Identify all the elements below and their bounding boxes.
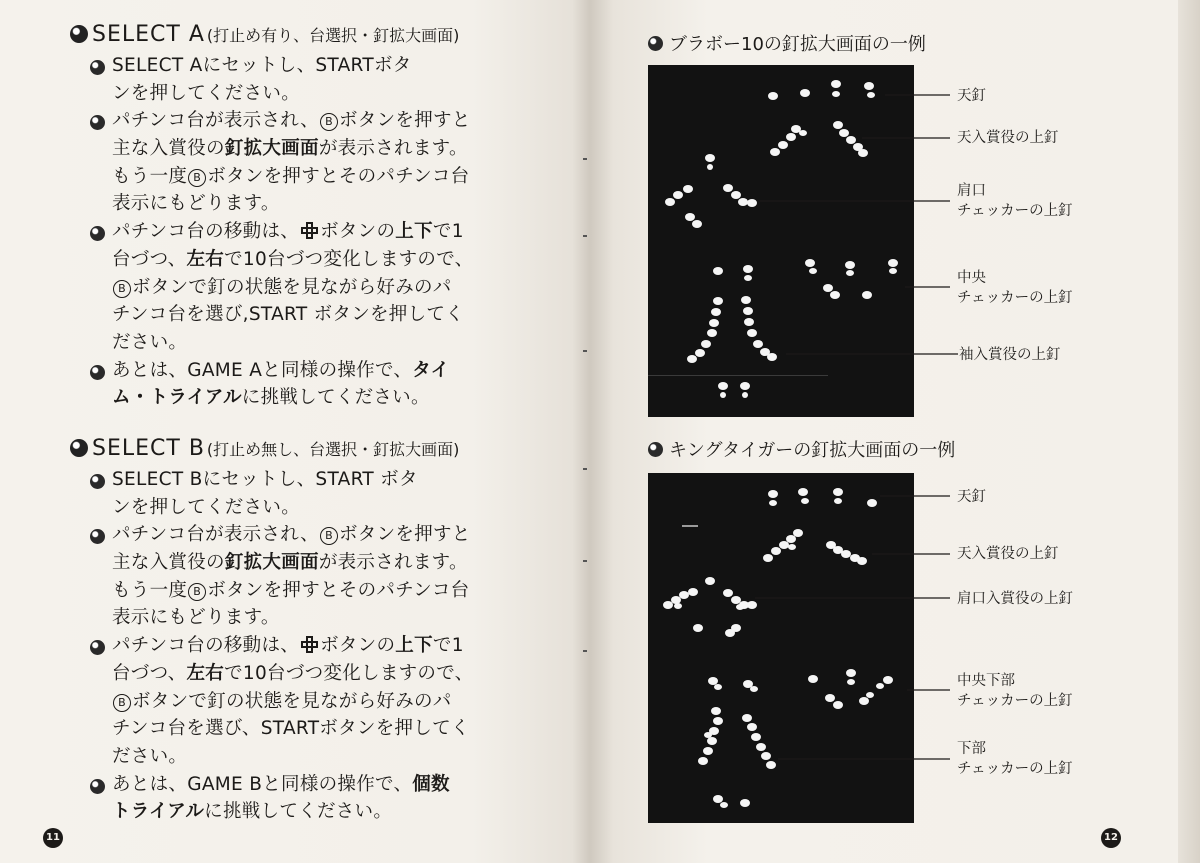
text-line: 台づつ、左右で10台づつ変化しますので、 (112, 248, 474, 270)
text-line: 台づつ、左右で10台づつ変化しますので、 (112, 662, 474, 684)
text-line: SELECT Bにセットし、START ボタ (112, 469, 418, 490)
b-button-icon: B (188, 583, 206, 601)
peg-layout-bravo10 (648, 65, 914, 417)
section-a-title: SELECT A (92, 22, 205, 47)
text-line: パチンコ台が表示され、 B ボタンを押すと (112, 110, 471, 132)
page-number-left: 11 (43, 828, 63, 848)
text-line: 主な入賞役の釘拡大画面が表示されます。 (112, 552, 468, 574)
bullet-icon (648, 36, 663, 51)
text-line: ださい。 (112, 331, 188, 353)
label-chuo-1: 中央 チェッカーの上釘 (957, 270, 1073, 306)
text-line: ださい。 (112, 745, 188, 767)
label-kataguchi-2: 肩口入賞役の上釘 (957, 591, 1073, 607)
b-button-icon: B (320, 113, 338, 131)
text-line: SELECT Aにセットし、STARTボタ (112, 55, 412, 76)
section-a-item-4 (90, 357, 540, 412)
section-b-heading (70, 436, 540, 466)
peg-screen-bravo10 (648, 65, 914, 417)
bullet-icon (70, 25, 88, 43)
text-line: パチンコ台が表示され、 B ボタンを押すと (112, 524, 471, 546)
bullet-icon (90, 226, 105, 241)
text-line: B ボタンで釘の状態を見ながら好みのパ (112, 274, 540, 302)
b-button-icon: B (188, 169, 206, 187)
text-line: チンコ台を選び,START ボタンを押してく (112, 304, 465, 326)
text-line: 表示にもどります。 (112, 607, 280, 629)
dpad-icon (301, 222, 318, 239)
bullet-icon (648, 442, 663, 457)
text-line: あとは、GAME Bと同様の操作で、個数 (112, 773, 450, 795)
section-b-item-2 (90, 521, 540, 632)
section-a-heading (70, 22, 540, 52)
section-b-title: SELECT B (92, 436, 205, 461)
label-kataguchi-1: 肩口 チェッカーの上釘 (957, 183, 1073, 219)
text-line: 主な入賞役の釘拡大画面が表示されます。 (112, 138, 468, 160)
text-line: パチンコ台の移動は、 ボタンの上下で1 (112, 221, 464, 243)
section-select-a (70, 22, 540, 412)
text-line: もう一度 B ボタンを押すとそのパチンコ台 (112, 165, 470, 187)
text-line: 表示にもどります。 (112, 193, 280, 215)
label-ten-nyusho-1: 天入賞役の上釘 (957, 130, 1059, 146)
text-line: ンを押してください。 (112, 496, 301, 518)
section-a-subtitle: (打止め有り、台選択・釘拡大画面) (206, 26, 460, 45)
figure2-caption: キングタイガーの釘拡大画面の一例 (648, 436, 955, 462)
bullet-icon (90, 115, 105, 130)
b-button-icon: B (113, 694, 131, 712)
b-button-icon: B (113, 280, 131, 298)
binding-marks (583, 0, 593, 863)
peg-screen-king-tiger (648, 473, 914, 823)
text-line: ンを押してください。 (112, 82, 301, 104)
bullet-icon (90, 779, 105, 794)
b-button-icon: B (320, 527, 338, 545)
text-line: B ボタンで釘の状態を見ながら好みのパ (112, 688, 540, 716)
section-b-item-4 (90, 771, 540, 826)
bullet-icon (90, 474, 105, 489)
text-line: ム・トライアルに挑戦してください。 (112, 387, 430, 409)
text-line: トライアルに挑戦してください。 (112, 801, 393, 823)
page-edge (1178, 0, 1200, 863)
text-line: パチンコ台の移動は、 ボタンの上下で1 (112, 635, 464, 657)
text-line: もう一度 B ボタンを押すとそのパチンコ台 (112, 579, 470, 601)
bullet-icon (70, 439, 88, 457)
label-ten-nyusho-2: 天入賞役の上釘 (957, 546, 1059, 562)
label-sode-1: 袖入賞役の上釘 (959, 347, 1061, 363)
label-chuo-2: 中央下部 チェッカーの上釘 (957, 673, 1073, 709)
section-b-subtitle: (打止め無し、台選択・釘拡大画面) (206, 440, 460, 459)
section-a-item-3 (90, 218, 540, 356)
bullet-icon (90, 365, 105, 380)
dpad-icon (301, 636, 318, 653)
section-select-b (70, 436, 540, 826)
figure1-caption: ブラボー10の釘拡大画面の一例 (648, 30, 926, 56)
section-a-item-2 (90, 107, 540, 218)
bullet-icon (90, 640, 105, 655)
bullet-icon (90, 60, 105, 75)
section-a-item-1 (90, 52, 540, 107)
label-kabu-2: 下部 チェッカーの上釘 (957, 741, 1073, 777)
section-b-item-1 (90, 466, 540, 521)
text-line: チンコ台を選び、STARTボタンを押してく (112, 718, 470, 740)
peg-layout-king-tiger (648, 473, 914, 823)
label-ten-kugi-1: 天釘 (957, 88, 986, 104)
section-b-item-3 (90, 632, 540, 770)
label-ten-kugi-2: 天釘 (957, 489, 986, 505)
text-line: あとは、GAME Aと同様の操作で、タイ (112, 359, 450, 381)
page-number-right: 12 (1101, 828, 1121, 848)
bullet-icon (90, 529, 105, 544)
